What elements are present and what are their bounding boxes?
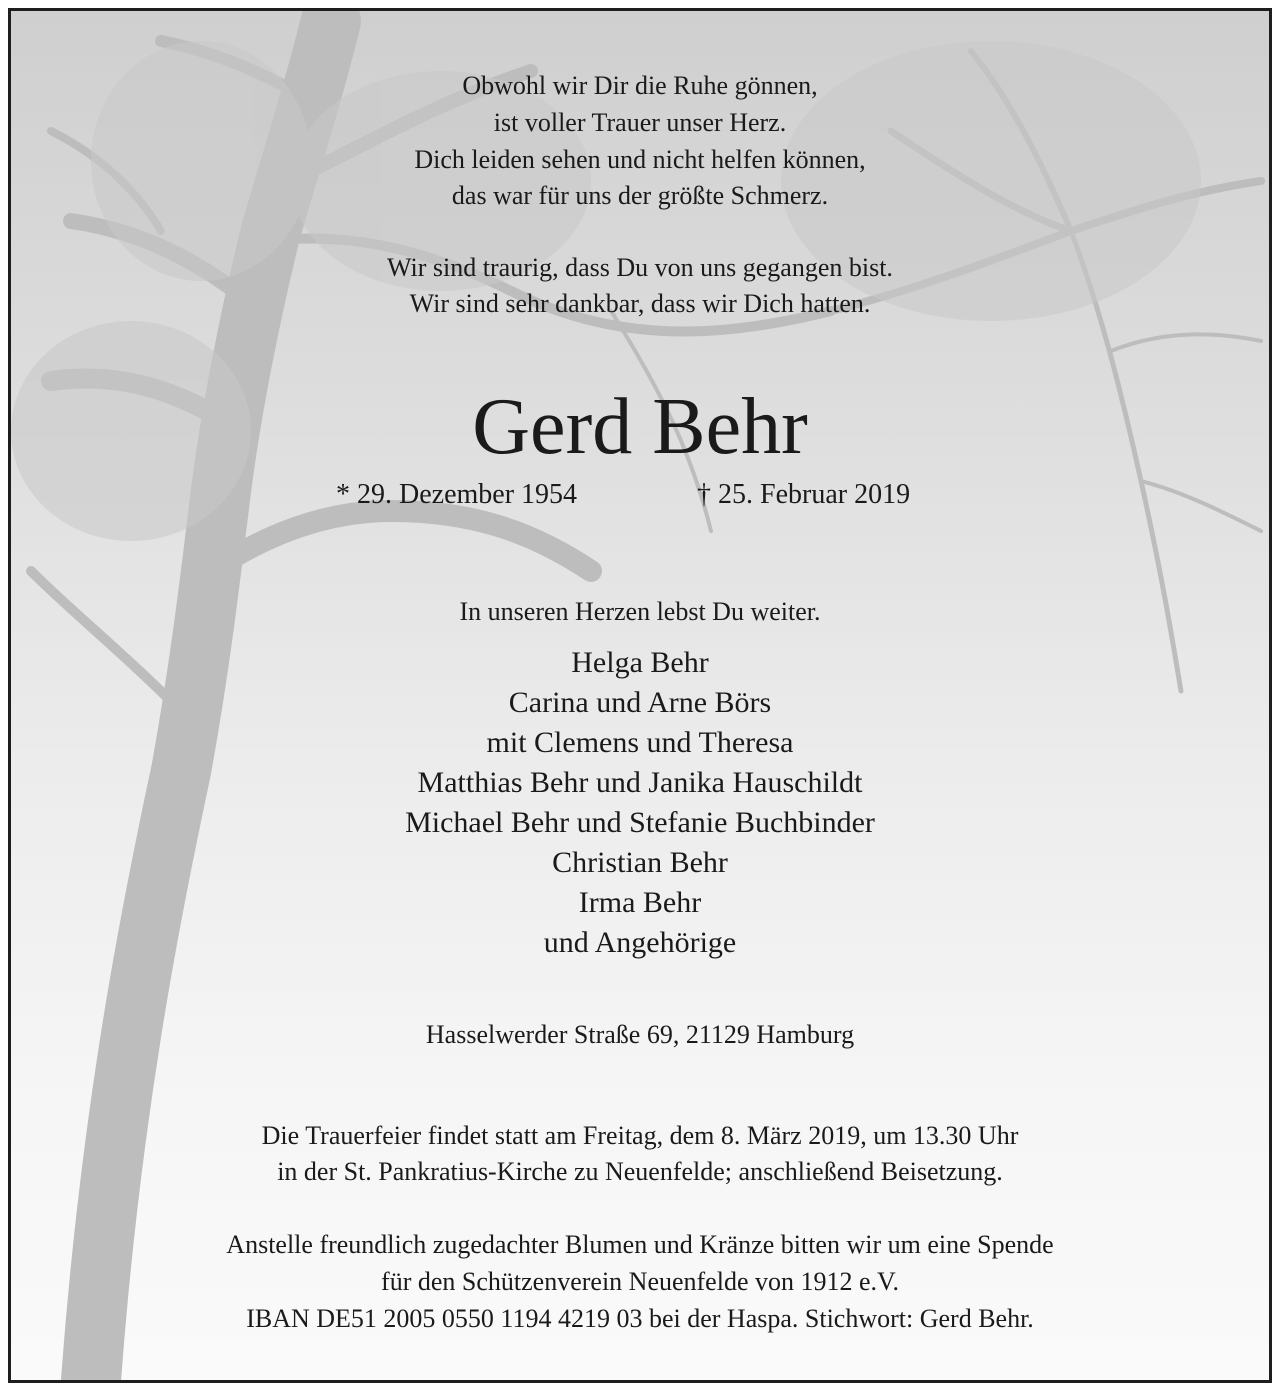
tagline: In unseren Herzen lebst Du weiter. xyxy=(459,597,821,626)
family-member: mit Clemens und Theresa xyxy=(486,726,794,759)
birth-date: * 29. Dezember 1954 xyxy=(336,479,578,510)
ceremony-line: Die Trauerfeier findet statt am Freitag, dem 8. März 2019, um 13.30 Uhr xyxy=(261,1121,1019,1150)
family-member: und Angehörige xyxy=(543,926,737,959)
donation-line: Anstelle freundlich zugedachter Blumen und Kränze bitten wir um eine Spende xyxy=(226,1230,1054,1259)
donation-line: IBAN DE51 2005 0550 1194 4219 03 bei der Haspa. Stichwort: Gerd Behr. xyxy=(246,1304,1034,1333)
family-member: Christian Behr xyxy=(552,846,728,879)
family-member: Irma Behr xyxy=(578,886,702,919)
obituary-notice xyxy=(8,8,1272,1383)
family-member: Carina und Arne Börs xyxy=(508,686,772,719)
family-address: Hasselwerder Straße 69, 21129 Hamburg xyxy=(425,1020,855,1049)
notice-content xyxy=(11,11,1269,1380)
family-member: Helga Behr xyxy=(571,646,709,679)
poem-line: ist voller Trauer unser Herz. xyxy=(493,108,787,137)
poem-line: Wir sind traurig, dass Du von uns gegangen bist. xyxy=(387,253,893,282)
donation-line: für den Schützenverein Neuenfelde von 1912 e.V. xyxy=(381,1267,899,1296)
poem-line: Wir sind sehr dankbar, dass wir Dich hatten. xyxy=(409,289,871,318)
poem-line: Obwohl wir Dir die Ruhe gönnen, xyxy=(462,71,818,100)
ceremony-line: in der St. Pankratius-Kirche zu Neuenfelde; anschließend Beisetzung. xyxy=(277,1157,1003,1186)
death-date: † 25. Februar 2019 xyxy=(697,479,911,510)
deceased-name: Gerd Behr xyxy=(472,383,808,471)
poem-line: Dich leiden sehen und nicht helfen können, xyxy=(414,145,866,174)
poem-line: das war für uns der größte Schmerz. xyxy=(451,181,829,210)
family-member: Michael Behr und Stefanie Buchbinder xyxy=(405,806,875,839)
life-dates xyxy=(11,477,1269,513)
family-member: Matthias Behr und Janika Hauschildt xyxy=(417,766,863,799)
